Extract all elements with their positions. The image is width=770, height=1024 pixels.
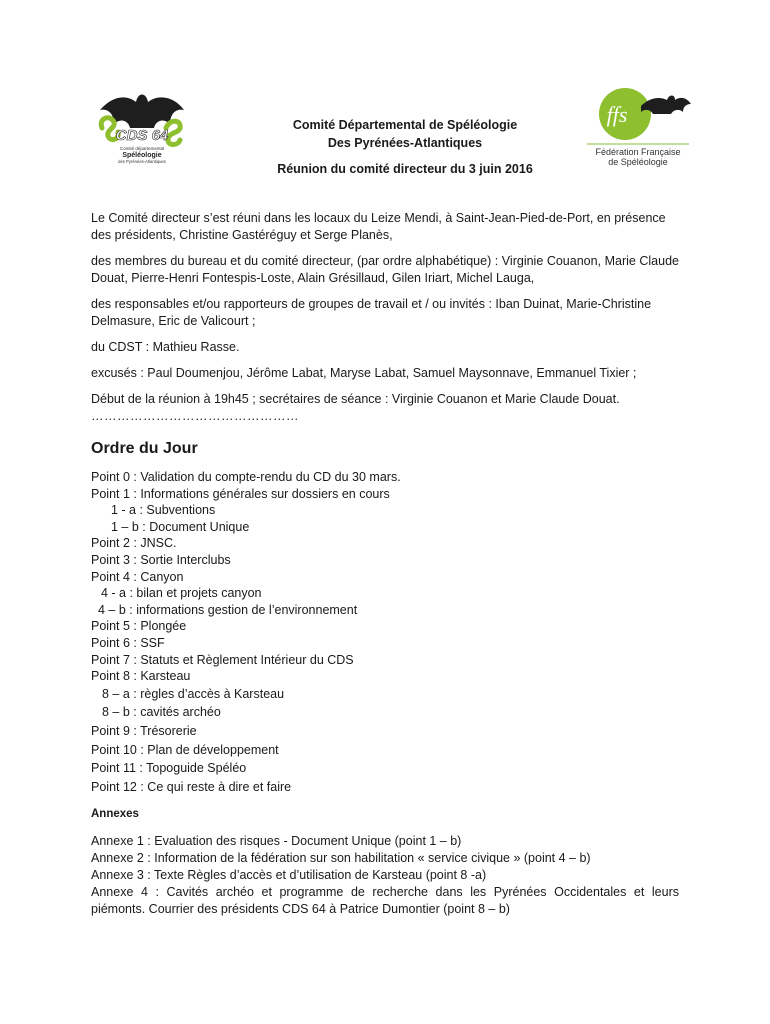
agenda-item: Point 0 : Validation du compte-rendu du CD du 30 mars.	[91, 470, 401, 484]
intro-excused: excusés : Paul Doumenjou, Jérôme Labat, Maryse Labat, Samuel Maysonnave, Emmanuel Tixier ;	[91, 366, 637, 380]
logo-left-main: CDS 64	[115, 127, 169, 144]
logo-left-sub2: Spéléologie	[122, 152, 162, 159]
agenda-item: Point 6 : SSF	[91, 635, 165, 650]
agenda-list	[91, 469, 679, 796]
org-line-1: Comité Départemental de Spéléologie	[292, 118, 518, 132]
agenda-subitem: 1 - a : Subventions	[111, 503, 216, 518]
agenda-title: Ordre du Jour	[91, 440, 198, 457]
agenda-item: Point 2 : JNSC.	[91, 536, 177, 551]
intro-members: des membres du bureau et du comité directeur, (par ordre alphabétique) : Virginie Couanon, Marie Claude Douat, Pierre-Henri Fontespis-Loste, Alain Grésillaud, Gilen Iriart, Michel Lauga,	[91, 254, 679, 285]
logo-left-sub1: Comité départemental	[119, 146, 165, 151]
agenda-item: Point 3 : Sortie Interclubs	[91, 552, 231, 567]
org-line-2: Des Pyrénées-Atlantiques	[327, 136, 483, 150]
logo-right-line2: de Spéléologie	[608, 157, 668, 167]
separator-dots: …………………………………………	[91, 409, 299, 423]
logo-right-line1: Fédération Française	[595, 147, 681, 157]
intro-guests: des responsables et/ou rapporteurs de groupes de travail et / ou invités : Iban Duinat, Marie-Christine Delmasure, Eric de Valicourt ;	[91, 297, 652, 328]
agenda-subitem: 4 – b : informations gestion de l’environnement	[98, 602, 358, 617]
agenda-item: Point 4 : Canyon	[91, 569, 184, 584]
agenda-item: Point 1 : Informations générales sur dossiers en cours	[91, 486, 390, 501]
agenda-subitem: 1 – b : Document Unique	[111, 519, 250, 534]
annex-item: Annexe 2 : Information de la fédération sur son habilitation « service civique » (point 4 – b)	[91, 851, 591, 866]
agenda-item: Point 10 : Plan de développement	[91, 742, 279, 757]
agenda-item: Point 7 : Statuts et Règlement Intérieur du CDS	[91, 652, 354, 667]
agenda-subitem: 4 - a : bilan et projets canyon	[101, 586, 262, 601]
annexes-list	[91, 833, 679, 918]
annexes-title: Annexes	[91, 808, 139, 821]
logo-right-mark: ffs	[606, 102, 628, 127]
intro-presidents: Le Comité directeur s’est réuni dans les locaux du Leize Mendi, à Saint-Jean-Pied-de-Port, en présence des présidents, Christine Gastéréguy et Serge Planès,	[91, 211, 666, 242]
document-header	[200, 116, 610, 178]
annex-item: Annexe 3 : Texte Règles d’accès et d’utilisation de Karsteau (point 8 -a)	[91, 868, 487, 883]
meeting-title: Réunion du comité directeur du 3 juin 2016	[277, 162, 533, 176]
agenda-item: Point 9 : Trésorerie	[91, 723, 197, 738]
agenda-item: Point 11 : Topoguide Spéléo	[91, 761, 247, 776]
intro-cdst: du CDST : Mathieu Rasse.	[91, 340, 240, 354]
agenda-subitem: 8 – b : cavités archéo	[102, 705, 221, 720]
logo-left-sub3: des Pyrénées-Atlantiques	[118, 159, 166, 164]
intro-start-time: Début de la réunion à 19h45 ; secrétaires de séance : Virginie Couanon et Marie Claude Douat.	[91, 392, 620, 406]
agenda-subitem: 8 – a : règles d’accès à Karsteau	[102, 686, 285, 701]
agenda-item: Point 12 : Ce qui reste à dire et faire	[91, 779, 292, 794]
agenda-item: Point 5 : Plongée	[91, 619, 187, 634]
annex-item: Annexe 1 : Evaluation des risques - Document Unique (point 1 – b)	[91, 834, 462, 849]
annex-item: Annexe 4 : Cavités archéo et programme de recherche dans les Pyrénées Occidentales et leurs piémonts. Courrier des présidents CDS 64 à Patrice Dumontier (point 8 – b)	[91, 885, 679, 917]
cds64-logo	[96, 88, 188, 168]
document-body	[91, 210, 679, 918]
agenda-item: Point 8 : Karsteau	[91, 669, 191, 684]
